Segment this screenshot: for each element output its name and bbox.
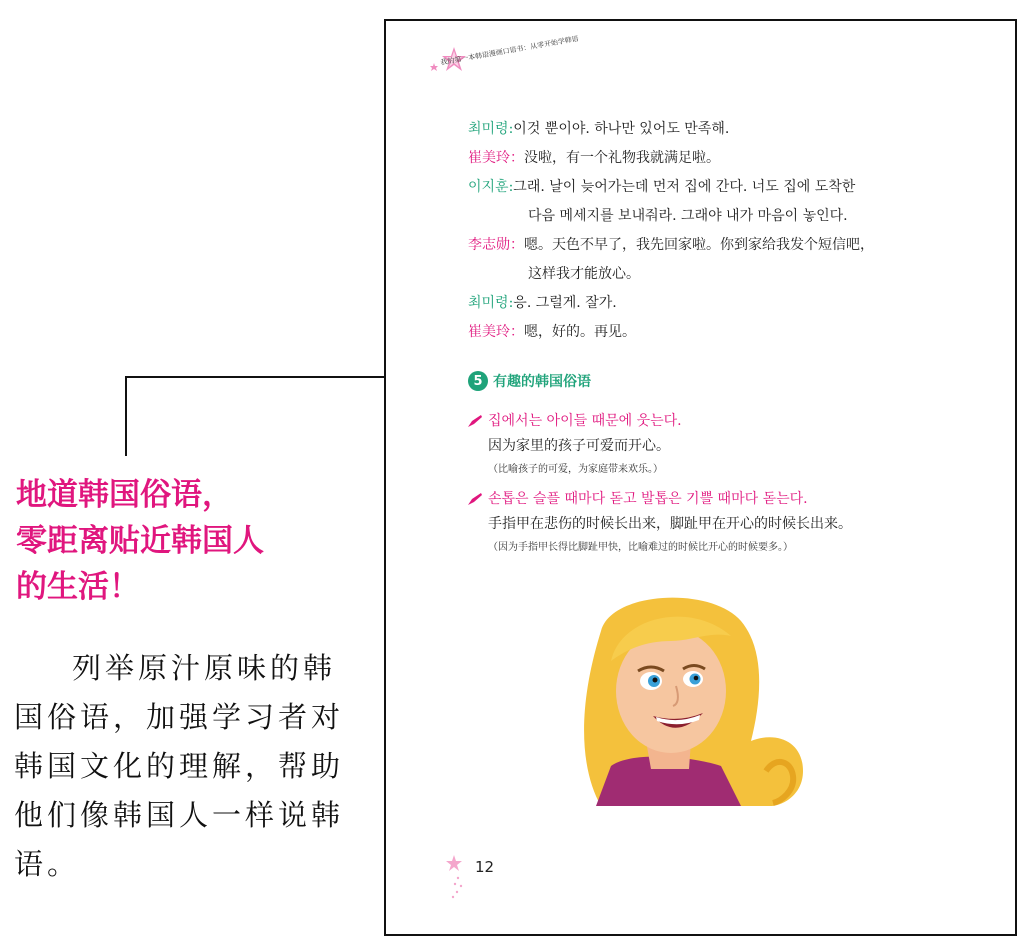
callout-body: 列举原汁原味的韩国俗语，加强学习者对韩国文化的理解，帮助他们像韩国人一样说韩语。 — [14, 651, 345, 881]
proverb-korean-text: 손톱은 슬플 때마다 돋고 발톱은 기쁠 때마다 돋는다. — [488, 491, 808, 507]
utterance: 没啦，有一个礼物我就满足啦。 — [524, 150, 720, 166]
proverb-korean-text: 집에서는 아이들 때문에 웃는다. — [488, 413, 682, 429]
speaker: 崔美玲： — [468, 324, 524, 340]
book-page — [384, 19, 1017, 936]
speaker: 이지훈: — [468, 179, 514, 195]
section-title: 有趣的韩国俗语 — [493, 374, 591, 390]
proverb-list — [468, 409, 988, 565]
utterance: 그래. 날이 늦어가는데 먼저 집에 간다. 너도 집에 도착한 — [513, 179, 856, 195]
proverb-note: （因为手指甲长得比脚趾甲快，比喻难过的时候比开心的时候要多。） — [488, 542, 793, 553]
callout-title — [16, 472, 336, 610]
dialogue — [468, 115, 988, 347]
utterance-continuation: 다음 메세지를 보내줘라. 그래야 내가 마음이 놓인다. — [528, 208, 848, 224]
speaker: 최미령: — [468, 295, 514, 311]
dialogue-line — [468, 231, 988, 260]
speaker: 崔美玲： — [468, 150, 524, 166]
section-number-badge: 5 — [468, 371, 488, 391]
callout-title-line: 零距离贴近韩国人 — [16, 523, 264, 559]
page-number: 12 — [475, 858, 495, 876]
speaker: 최미령: — [468, 121, 514, 137]
callout-title-line: 的生活！ — [16, 569, 140, 605]
callout-title-line: 地道韩国俗语， — [16, 477, 233, 513]
proverb-korean — [468, 487, 988, 511]
utterance: 嗯，好的。再见。 — [524, 324, 636, 340]
sparkle-icon — [446, 853, 476, 903]
proverb-chinese: 手指甲在悲伤的时候长出来，脚趾甲在开心的时候长出来。 — [488, 516, 852, 532]
dialogue-line — [468, 144, 988, 173]
dialogue-line — [468, 173, 988, 202]
pen-icon — [468, 493, 482, 505]
dialogue-line — [468, 318, 988, 347]
speaker: 李志勋： — [468, 237, 524, 253]
utterance: 응. 그럴게. 잘가. — [513, 295, 617, 311]
pen-icon — [468, 415, 482, 427]
section-heading — [468, 371, 591, 391]
utterance: 이것 뿐이야. 하나만 있어도 만족해. — [513, 121, 730, 137]
dialogue-line — [468, 289, 988, 318]
proverb-chinese: 因为家里的孩子可爱而开心。 — [488, 438, 670, 454]
utterance-continuation: 这样我才能放心。 — [528, 266, 640, 282]
proverb-korean — [468, 409, 988, 433]
connector-line — [125, 376, 127, 456]
proverb-note: （比喻孩子的可爱，为家庭带来欢乐。） — [488, 464, 663, 475]
utterance: 嗯。天色不早了，我先回家啦。你到家给我发个短信吧， — [524, 237, 874, 253]
girl-illustration — [541, 591, 831, 806]
dialogue-line — [468, 115, 988, 144]
running-header: 我的第一本韩语漫画口语书：从零开始学韩语 — [440, 34, 580, 67]
